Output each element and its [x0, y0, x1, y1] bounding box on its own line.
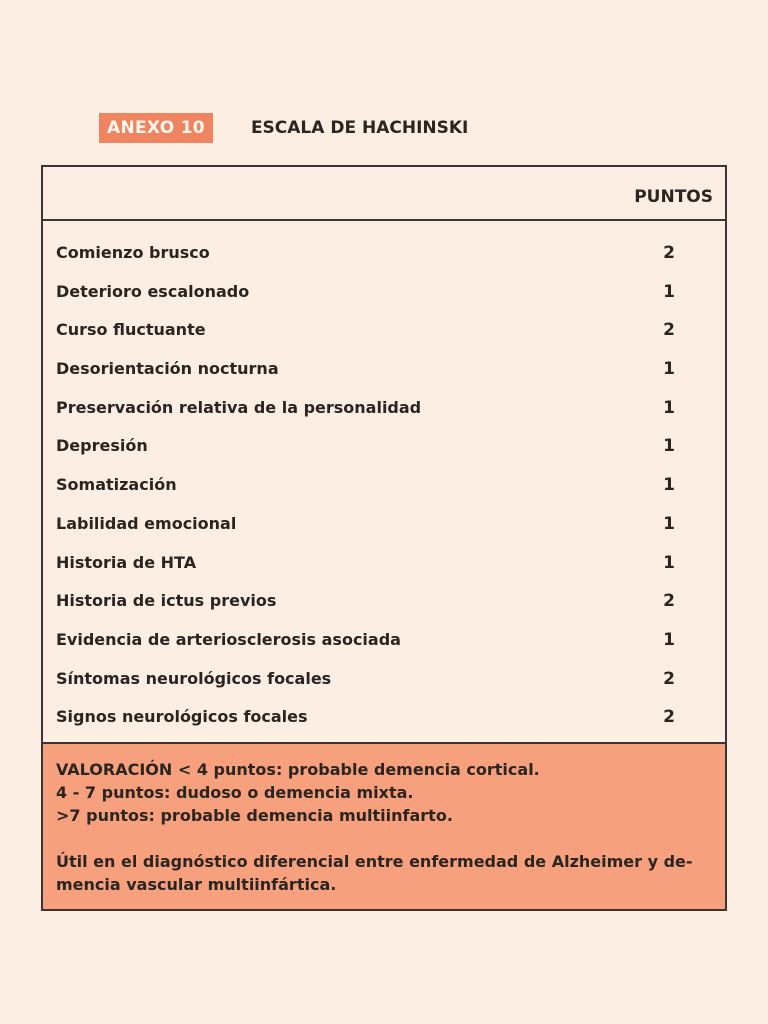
valoracion-cortical: VALORACIÓN < 4 puntos: probable demencia cortical. [56, 760, 540, 779]
table-body [43, 237, 725, 740]
row-label: Labilidad emocional [56, 513, 237, 533]
row-points: 2 [663, 243, 675, 263]
row-label: Somatización [56, 475, 177, 495]
row-points: 1 [663, 359, 675, 380]
valoracion-box [43, 742, 725, 909]
points-column-header: PUNTOS [634, 187, 713, 207]
row-points: 1 [663, 475, 675, 496]
row-points: 1 [663, 281, 675, 302]
table-row [43, 508, 725, 547]
row-label: Comienzo brusco [56, 243, 210, 262]
row-label: Evidencia de arteriosclerosis asociada [56, 629, 401, 649]
page-header [99, 113, 468, 143]
row-points: 1 [663, 436, 675, 457]
table-row [43, 585, 725, 624]
row-points: 1 [663, 397, 675, 418]
annex-badge: ANEXO 10 [99, 113, 213, 143]
row-label: Síntomas neurológicos focales [56, 668, 332, 688]
row-points: 2 [663, 668, 675, 689]
diagnostic-note-line-1: Útil en el diagnóstico diferencial entre enfermedad de Alzheimer y de- [56, 852, 693, 871]
row-label: Historia de HTA [56, 552, 197, 572]
table-row [43, 392, 725, 431]
row-label: Curso fluctuante [56, 320, 206, 340]
row-label: Signos neurológicos focales [56, 707, 308, 727]
row-label: Depresión [56, 436, 148, 456]
valoracion-mixta: 4 - 7 puntos: dudoso o demencia mixta. [56, 783, 414, 802]
row-label: Deterioro escalonado [56, 281, 250, 301]
diagnostic-note [56, 850, 711, 896]
table-row [43, 276, 725, 315]
table-row [43, 469, 725, 508]
row-points: 1 [663, 513, 675, 534]
table-row [43, 353, 725, 392]
table-header [43, 167, 725, 221]
row-label: Historia de ictus previos [56, 591, 277, 611]
row-points: 1 [663, 629, 675, 650]
row-label: Desorientación nocturna [56, 359, 279, 379]
table-row [43, 663, 725, 702]
table-row [43, 314, 725, 353]
table-row [43, 237, 725, 276]
row-points: 2 [663, 591, 675, 612]
hachinski-table [41, 165, 727, 911]
diagnostic-note-line-2: mencia vascular multiinfártica. [56, 875, 337, 894]
row-label: Preservación relativa de la personalidad [56, 397, 422, 417]
row-points: 1 [663, 552, 675, 573]
table-row [43, 701, 725, 740]
row-points: 2 [663, 707, 675, 728]
row-points: 2 [663, 320, 675, 341]
table-row [43, 547, 725, 586]
valoracion-multiinfarto: >7 puntos: probable demencia multiinfarto. [56, 806, 453, 825]
table-row [43, 430, 725, 469]
table-row [43, 624, 725, 663]
page-title: ESCALA DE HACHINSKI [250, 118, 469, 138]
